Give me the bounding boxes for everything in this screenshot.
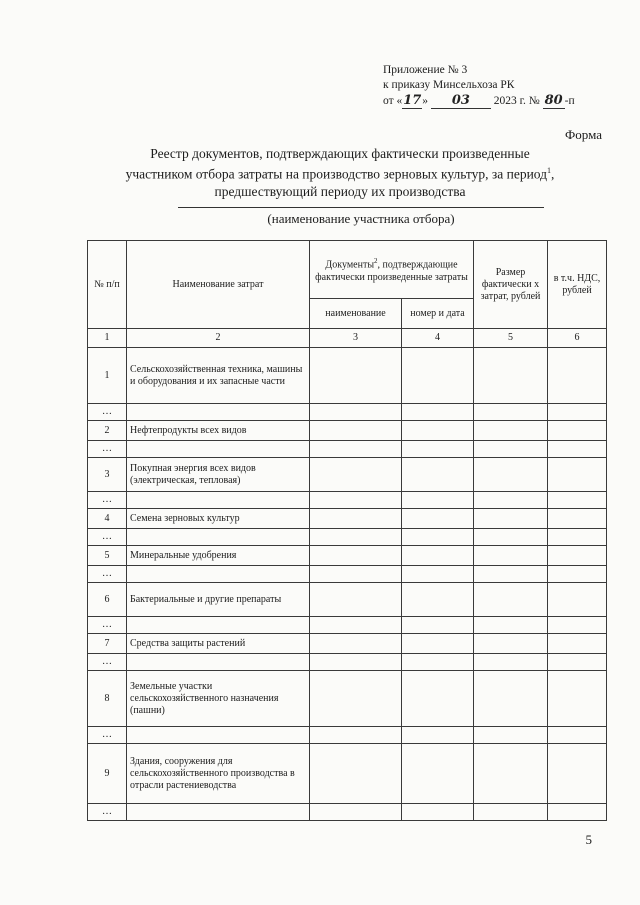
col-number: 1	[88, 329, 127, 348]
amount-cell	[474, 654, 548, 671]
col-number: 6	[548, 329, 607, 348]
header-row-1	[88, 241, 607, 299]
amount-cell	[474, 566, 548, 583]
row-number-cell: …	[88, 529, 127, 546]
cost-name-cell	[127, 529, 310, 546]
title-line3: предшествующий периоду их производства	[214, 183, 466, 199]
appendix-suffix: -п	[564, 95, 575, 107]
row-number-cell: 8	[88, 671, 127, 727]
doc-name-cell	[310, 583, 402, 617]
header-cost-name: Наименование затрат	[127, 241, 310, 329]
doc-name-cell	[310, 421, 402, 441]
vat-cell	[548, 441, 607, 458]
table-row	[88, 421, 607, 441]
cost-name-cell	[127, 654, 310, 671]
doc-name-cell	[310, 441, 402, 458]
doc-name-cell	[310, 634, 402, 654]
doc-name-cell	[310, 509, 402, 529]
vat-cell	[548, 654, 607, 671]
doc-name-cell	[310, 404, 402, 421]
row-number-cell: …	[88, 492, 127, 509]
vat-cell	[548, 421, 607, 441]
doc-name-cell	[310, 458, 402, 492]
vat-cell	[548, 671, 607, 727]
row-number-cell: 4	[88, 509, 127, 529]
amount-cell	[474, 529, 548, 546]
footnote-1-mark: 1	[547, 166, 552, 175]
cost-name-cell	[127, 566, 310, 583]
vat-cell	[548, 458, 607, 492]
cost-name-cell	[127, 404, 310, 421]
amount-cell	[474, 583, 548, 617]
amount-cell	[474, 458, 548, 492]
col-number: 3	[310, 329, 402, 348]
amount-cell	[474, 671, 548, 727]
appendix-line2: к приказу Минсельхоза РК	[383, 79, 515, 91]
row-number-cell: …	[88, 804, 127, 821]
cost-name-cell	[127, 804, 310, 821]
cost-name-cell	[127, 492, 310, 509]
cost-name-cell: Минеральные удобрения	[127, 546, 310, 566]
footnote-2-mark: 2	[374, 257, 378, 266]
cost-name-cell: Сельскохозяйственная техника, машины и оборудования и их запасные части	[127, 348, 310, 404]
appendix-line3	[383, 93, 575, 109]
title-line2-end: ,	[551, 166, 555, 182]
table-row	[88, 492, 607, 509]
table-row	[88, 404, 607, 421]
amount-cell	[474, 804, 548, 821]
table-row	[88, 654, 607, 671]
row-number-cell: …	[88, 404, 127, 421]
row-number-cell: 2	[88, 421, 127, 441]
appendix-prefix: от «	[383, 95, 403, 107]
doc-number-cell	[402, 529, 474, 546]
doc-number-cell	[402, 348, 474, 404]
vat-cell	[548, 509, 607, 529]
vat-cell	[548, 404, 607, 421]
cost-name-cell: Здания, сооружения для сельскохозяйственного производства в отрасли растениеводства	[127, 744, 310, 804]
doc-number-cell	[402, 583, 474, 617]
handwritten-day: 17	[403, 93, 422, 108]
doc-number-cell	[402, 617, 474, 634]
col-number: 4	[402, 329, 474, 348]
appendix-year: 2023 г. №	[493, 95, 540, 107]
doc-name-cell	[310, 617, 402, 634]
doc-number-cell	[402, 421, 474, 441]
row-number-cell: 9	[88, 744, 127, 804]
cost-name-cell	[127, 441, 310, 458]
participant-label: (наименование участника отбора)	[267, 211, 455, 226]
doc-number-cell	[402, 441, 474, 458]
handwritten-number: 80	[544, 93, 563, 108]
vat-cell	[548, 617, 607, 634]
amount-cell	[474, 421, 548, 441]
doc-name-cell	[310, 529, 402, 546]
vat-cell	[548, 804, 607, 821]
cost-name-cell: Покупная энергия всех видов (электрическая, тепловая)	[127, 458, 310, 492]
appendix-block	[383, 63, 575, 109]
table-row	[88, 458, 607, 492]
doc-number-cell	[402, 804, 474, 821]
header-num: № п/п	[88, 241, 127, 329]
col-number: 5	[474, 329, 548, 348]
table-row	[88, 546, 607, 566]
column-numbers-row	[88, 329, 607, 348]
cost-name-cell: Нефтепродукты всех видов	[127, 421, 310, 441]
doc-name-cell	[310, 654, 402, 671]
cost-name-cell: Средства защиты растений	[127, 634, 310, 654]
doc-number-cell	[402, 654, 474, 671]
amount-cell	[474, 634, 548, 654]
header-docs	[310, 241, 474, 299]
vat-cell	[548, 348, 607, 404]
doc-number-cell	[402, 492, 474, 509]
col-number: 2	[127, 329, 310, 348]
header-docs-rest: , подтверждающие фактически произведенные затраты	[315, 259, 468, 283]
row-number-cell: …	[88, 654, 127, 671]
doc-number-cell	[402, 404, 474, 421]
doc-name-cell	[310, 348, 402, 404]
table-row	[88, 441, 607, 458]
table-row	[88, 583, 607, 617]
row-number-cell: 7	[88, 634, 127, 654]
vat-cell	[548, 744, 607, 804]
doc-name-cell	[310, 492, 402, 509]
table-row	[88, 744, 607, 804]
doc-name-cell	[310, 727, 402, 744]
table-row	[88, 529, 607, 546]
title-line2	[80, 162, 600, 183]
table-row	[88, 617, 607, 634]
table-body	[88, 348, 607, 821]
vat-cell	[548, 566, 607, 583]
header-amount: Размер фактически х затрат, рублей	[474, 241, 548, 329]
appendix-line1: Приложение № 3	[383, 64, 468, 76]
vat-cell	[548, 529, 607, 546]
vat-cell	[548, 546, 607, 566]
doc-number-cell	[402, 727, 474, 744]
title-line1: Реестр документов, подтверждающих фактически произведенные	[150, 146, 530, 161]
header-docs-text: Документы	[325, 259, 375, 271]
row-number-cell: 1	[88, 348, 127, 404]
participant-underline	[178, 207, 544, 208]
doc-number-cell	[402, 509, 474, 529]
row-number-cell: …	[88, 617, 127, 634]
doc-name-cell	[310, 744, 402, 804]
vat-cell	[548, 492, 607, 509]
table-row	[88, 348, 607, 404]
row-number-cell: 3	[88, 458, 127, 492]
page-number: 5	[585, 832, 592, 847]
row-number-cell: …	[88, 441, 127, 458]
vat-cell	[548, 634, 607, 654]
table-row	[88, 509, 607, 529]
amount-cell	[474, 441, 548, 458]
doc-number-cell	[402, 546, 474, 566]
appendix-mid: »	[422, 95, 428, 107]
cost-name-cell: Бактериальные и другие препараты	[127, 583, 310, 617]
form-label: Форма	[565, 127, 602, 142]
table-row	[88, 727, 607, 744]
amount-cell	[474, 404, 548, 421]
handwritten-month: 03	[431, 93, 491, 109]
doc-number-cell	[402, 671, 474, 727]
amount-cell	[474, 744, 548, 804]
table-row	[88, 804, 607, 821]
row-number-cell: …	[88, 566, 127, 583]
doc-name-cell	[310, 546, 402, 566]
doc-name-cell	[310, 566, 402, 583]
documents-register-table	[87, 240, 607, 821]
document-title	[80, 145, 600, 200]
cost-name-cell	[127, 617, 310, 634]
row-number-cell: 6	[88, 583, 127, 617]
doc-name-cell	[310, 804, 402, 821]
vat-cell	[548, 583, 607, 617]
row-number-cell: …	[88, 727, 127, 744]
doc-number-cell	[402, 458, 474, 492]
amount-cell	[474, 727, 548, 744]
amount-cell	[474, 348, 548, 404]
vat-cell	[548, 727, 607, 744]
cost-name-cell: Земельные участки сельскохозяйственного назначения (пашни)	[127, 671, 310, 727]
cost-name-cell: Семена зерновых культур	[127, 509, 310, 529]
doc-number-cell	[402, 744, 474, 804]
title-line2-text: участником отбора затраты на производство зерновых культур, за период	[125, 166, 548, 182]
row-number-cell: 5	[88, 546, 127, 566]
header-doc-number: номер и дата	[402, 299, 474, 329]
amount-cell	[474, 617, 548, 634]
cost-name-cell	[127, 727, 310, 744]
header-vat: в т.ч. НДС, рублей	[548, 241, 607, 329]
amount-cell	[474, 546, 548, 566]
table-row	[88, 566, 607, 583]
table-row	[88, 671, 607, 727]
doc-number-cell	[402, 634, 474, 654]
amount-cell	[474, 492, 548, 509]
doc-name-cell	[310, 671, 402, 727]
amount-cell	[474, 509, 548, 529]
header-doc-name: наименование	[310, 299, 402, 329]
table-row	[88, 634, 607, 654]
doc-number-cell	[402, 566, 474, 583]
